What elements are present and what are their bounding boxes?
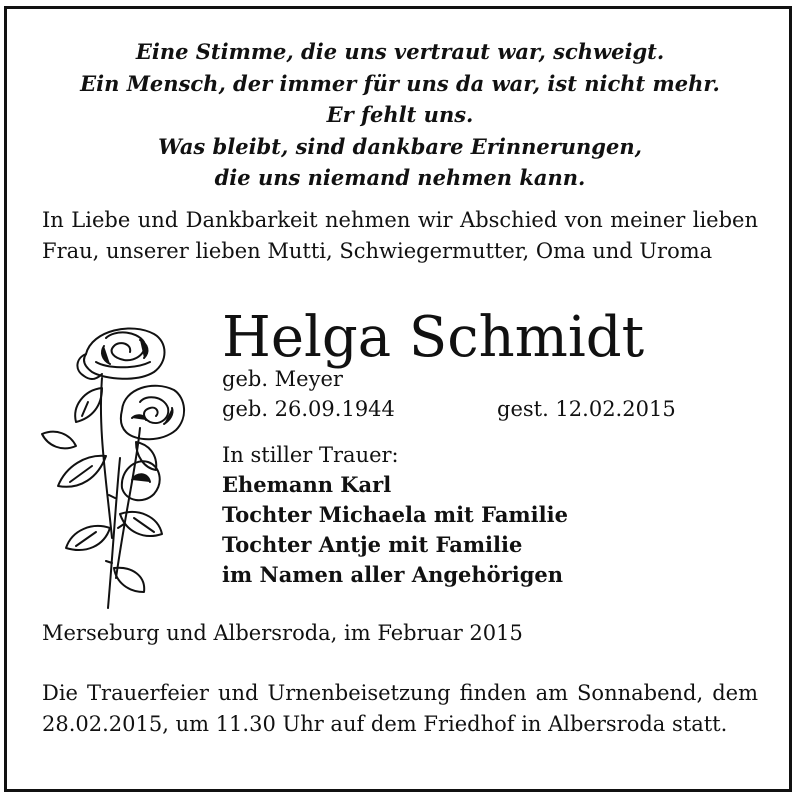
maiden-name: geb. Meyer (222, 367, 343, 391)
poem-line: Er fehlt uns. (326, 102, 474, 127)
funeral-notice: Die Trauerfeier und Urnenbeisetzung finden am Sonnabend, dem 28.02.2015, um 11.30 Uhr auf dem Friedhof in Albersroda statt. (42, 681, 758, 736)
memorial-poem (0, 36, 800, 194)
mourner-name: Tochter Michaela mit Familie (222, 502, 568, 527)
poem-line: Ein Mensch, der immer für uns da war, ist nicht mehr. (80, 70, 720, 96)
death-date: gest. 12.02.2015 (497, 397, 676, 421)
poem-line: die uns niemand nehmen kann. (214, 165, 586, 190)
rose-illustration-icon (36, 318, 192, 614)
poem-line: Was bleibt, sind dankbare Erinnerungen, (158, 133, 642, 159)
intro-text: In Liebe und Dankbarkeit nehmen wir Abschied von meiner lieben Frau, unserer lieben Mutti, Schwiegermutter, Oma und Uroma (42, 208, 758, 263)
birth-date: geb. 26.09.1944 (222, 397, 395, 421)
place-date: Merseburg und Albersroda, im Februar 2015 (42, 621, 523, 645)
mourner-name: im Namen aller Angehörigen (222, 562, 564, 587)
mourners-heading: In stiller Trauer: (222, 443, 399, 467)
deceased-name: Helga Schmidt (222, 305, 645, 370)
mourner-name: Tochter Antje mit Familie (222, 532, 523, 557)
poem-line: Eine Stimme, die uns vertraut war, schweigt. (135, 39, 665, 64)
mourner-name: Ehemann Karl (222, 472, 392, 497)
